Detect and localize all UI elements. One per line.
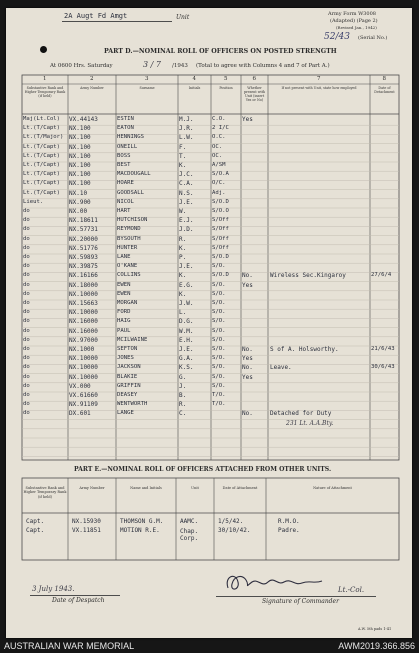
cell-pos: A/SM [212,162,226,168]
cell-init: K.S. [179,364,194,372]
cell-init: E.J. [179,217,194,225]
cell-pos: S/O. [212,327,226,334]
dispatch-underline [30,595,120,596]
cell-num: NX.100 [69,152,91,160]
cell-init: K. [179,162,187,169]
e-cell-name: THOMSON G.M. [120,518,164,525]
e-col-header: Name and Initials [130,486,162,490]
cell-rank: do [23,300,30,306]
cell-pos: O.C. [212,134,226,141]
cell-rank: do [23,254,30,260]
cell-name: HUTCHISON [117,217,148,224]
e-col-header: Nature of Attachment [313,486,352,490]
cell-present: No. [242,272,253,280]
cell-pos: S/Off [212,244,229,251]
e-col-header: Substantive Rank and Higher Temporary Rank (if held) [23,486,67,499]
cell-init: J.E. [179,263,194,271]
cell-num: NX.18611 [69,217,98,225]
cell-rank: Lt.(T/Major) [23,134,64,141]
cell-num: NX.57731 [69,226,98,234]
cell-init: J.C. [179,171,194,179]
cell-pos: S/O. [212,373,226,380]
cell-init: T. [179,152,187,160]
cell-init: K. [179,272,187,280]
cell-present: No. [242,410,253,418]
cell-init: J.E. [179,198,194,206]
cell-init: C.A. [179,180,194,188]
cell-num: NX.10000 [69,290,98,298]
cell-num: NX.10000 [69,364,98,372]
cell-name: O'KANE [117,263,138,270]
cell-init: L. [179,309,187,317]
e-cell-nature: R.M.O. [278,518,300,525]
serial-label: (Serial No.) [358,35,388,41]
cell-name: BLAKIE [117,373,138,380]
col-header: Substantive Rank and Higher Temporary Rank (if held) [24,86,66,98]
cell-num: NX.16000 [69,318,98,326]
cell-rank: do [23,272,30,279]
cell-init: C. [179,410,187,418]
cell-init: J.R. [179,125,194,133]
cell-rank: Lieut. [23,198,44,205]
cell-name: FORD [117,309,131,316]
e-cell-num: VX.11851 [72,527,101,534]
cell-note: Leave. [270,364,292,372]
cell-name: REYMOND [117,226,141,233]
e-cell-unit: AAMC. [180,518,199,525]
roll-year: /1943 [172,63,188,69]
cell-name: HUNTER [117,244,138,251]
col-number: 8 [382,76,386,82]
cell-init: J. [179,382,187,390]
col-header: Position [219,86,233,90]
cell-name: MCILWAINE [117,336,148,343]
col-header: Whether present with Unit (insert Yes or No) [243,86,266,102]
cell-num: NX.100 [69,162,91,169]
cell-present: No. [242,346,253,353]
cell-name: HENNINGS [117,134,144,141]
cell-rank: do [23,226,30,233]
cell-init: J.D. [179,226,194,234]
form-number: Army Form W3008 [328,11,376,17]
cell-pos: S/O. [212,263,226,270]
cell-rank: Maj(Lt.Col) [23,116,61,122]
cell-rank: do [23,290,30,297]
cell-rank: do [23,244,30,251]
cell-pos: S/O.O [212,208,229,214]
cell-init: J.W. [179,300,194,307]
unit-label: Unit [176,14,190,21]
col-number: 7 [317,76,321,82]
cell-init: W.M. [179,327,194,335]
cell-pos: S/O. [212,281,226,288]
dispatch-label: Date of Despatch [52,597,105,604]
cell-rank: do [23,281,30,288]
cell-pos: S/O. [212,355,226,362]
signature-label: Signature of Commander [262,598,339,605]
cell-num: NX.18000 [69,281,98,289]
col-header: Surname [139,86,155,90]
cell-pos: OC. [212,152,223,159]
cell-rank: Lt.(T/Capt) [23,189,61,196]
cell-num: VX.44143 [69,116,98,123]
cell-name: LANE [117,254,131,260]
col-header: Initials [188,86,201,90]
cell-pos: T/O. [212,392,226,398]
cell-num: NX.39875 [69,263,98,271]
cell-init: K. [179,244,187,252]
cell-pos: S/O.A [212,171,229,178]
col-number: 4 [192,76,196,82]
cell-present: Yes [242,355,253,363]
cell-init: E.H. [179,336,194,344]
cell-init: W. [179,208,187,215]
cell-num: NX.900 [69,198,91,206]
cell-name: EATON [117,125,134,132]
cell-rank: Lt.(T/Capt) [23,143,61,150]
cell-rank: do [23,346,30,352]
archive-id: AWM2019.366.856 [338,641,415,651]
cell-name: PAUL [117,327,131,334]
cell-init: L.W. [179,134,194,142]
e-cell-rank: Capt. [26,518,45,525]
part-d-title: PART D.—NOMINAL ROLL OF OFFICERS ON POSTED STRENGTH [104,48,337,55]
cell-rank: do [23,364,30,371]
cell-num: VX.61660 [69,392,98,399]
at-line-suffix: (Total to agree with Columns 4 and 7 of Part A.) [196,63,330,69]
col-number: 3 [145,76,149,82]
cell-pos: S/O.D [212,272,229,279]
cell-present: Yes [242,116,253,123]
cell-pos: S/O. [212,364,226,371]
cell-init: B. [179,392,187,399]
e-cell-name: MOTION R.E. [120,527,160,534]
cell-pos: S/O. [212,318,226,325]
cell-num: NX.10000 [69,355,98,363]
cell-num: NX.16000 [69,327,98,335]
cell-name: HAIG [117,318,131,325]
cell-name: JACKSON [117,364,141,371]
cell-date: 27/6/4 [371,272,392,279]
cell-present: No. [242,364,253,372]
cell-num: NX.10000 [69,309,98,317]
cell-name: GOODSALL [117,189,144,196]
cell-name: COLLINS [117,272,141,279]
cell-pos: S/Off [212,217,229,224]
cell-present: Yes [242,281,253,289]
part-e-grid [6,8,412,638]
cell-num: NX.91109 [69,401,98,409]
cell-num: NX.1000 [69,346,95,353]
cell-num: NX.100 [69,134,91,142]
cell-init: M.J. [179,116,194,123]
e-cell-date: 30/10/42. [218,527,251,534]
form-revised: (Revised Jan., 1942) [336,25,377,30]
cell-date: 30/6/43 [371,364,395,371]
cell-pos: C.O. [212,116,226,122]
at-line-prefix: At 0600 Hrs. Saturday [50,63,113,69]
cell-rank: do [23,309,30,316]
cell-init: P. [179,254,187,261]
cell-pos: O/C. [212,180,226,187]
cell-num: NX.00 [69,208,88,215]
cell-name: SEFTON [117,346,138,352]
cell-init: N.S. [179,189,194,197]
note-extra: 231 Lt. A.A.Bty. [286,419,334,427]
e-cell-num: NX.15930 [72,518,101,525]
cell-name: NICOL [117,198,134,205]
cell-name: HOARE [117,180,134,187]
e-col-header: Date of Attachment [222,486,258,490]
cell-num: NX.100 [69,180,91,188]
cell-name: MACDOUGALL [117,171,151,178]
col-number: 6 [252,76,256,82]
cell-name: EWEN [117,281,131,288]
cell-pos: 2 I/C [212,125,229,132]
cell-rank: do [23,217,30,224]
cell-name: BOSS [117,152,131,159]
col-number: 2 [90,76,94,82]
archive-credit: AUSTRALIAN WAR MEMORIAL [4,641,135,651]
cell-pos: S/O. [212,336,226,343]
cell-pos: S/O. [212,309,226,316]
cell-init: G. [179,373,187,381]
cell-pos: S/Off [212,235,229,242]
cell-init: J.E. [179,346,194,353]
cell-num: NX.51776 [69,244,98,252]
e-cell-rank: Capt. [26,527,45,534]
cell-num: NX.59893 [69,254,98,261]
part-e-title: PART E.—NOMINAL ROLL OF OFFICERS ATTACHED FROM OTHER UNITS. [74,466,332,473]
cell-rank: do [23,382,30,389]
cell-name: ESTIN [117,116,134,122]
cell-rank: Lt.(T/Capt) [23,162,61,168]
cell-pos: T/O. [212,401,226,408]
cell-rank: do [23,410,30,417]
cell-num: NX.10 [69,189,88,197]
cell-pos: Adj. [212,189,226,196]
cell-rank: Lt.(T/Capt) [23,125,61,132]
cell-rank: do [23,373,30,380]
cell-rank: do [23,355,30,362]
cell-num: NX.100 [69,143,91,151]
cell-note: S of A. Holsworthy. [270,346,339,353]
form-adapted: (Adapted) (Page 2) [330,18,378,24]
cell-pos: S/O.D [212,198,229,205]
cell-num: VX.000 [69,382,91,390]
cell-rank: Lt.(T/Capt) [23,152,61,159]
cell-pos: S/O. [212,346,226,352]
cell-name: HART [117,208,131,214]
cell-rank: do [23,235,30,242]
cell-name: DEASEY [117,392,138,398]
cell-rank: do [23,318,30,325]
cell-name: BEST [117,162,131,168]
cell-name: BYSOUTH [117,235,141,242]
cell-init: R. [179,235,187,243]
cell-name: JONES [117,355,134,362]
cell-pos: S/O. [212,290,226,297]
cell-rank: do [23,401,30,408]
cell-init: E.G. [179,281,194,289]
cell-num: NX.16166 [69,272,98,280]
cell-name: GRIFFIN [117,382,141,389]
cell-num: DX.601 [69,410,91,418]
e-cell-date: 1/5/42. [218,518,244,525]
cell-rank: Lt.(T/Capt) [23,180,61,187]
cell-pos: S/O. [212,382,226,389]
cell-rank: do [23,208,30,214]
cell-note: Detached for Duty [270,410,332,418]
cell-num: NX.100 [69,125,91,133]
cell-rank: do [23,336,30,343]
cell-pos: S/Off [212,226,229,233]
cell-init: D.G. [179,318,194,326]
printer-mark: A.W. 5th pads 1-41 [358,627,392,631]
e-col-header: Unit [191,486,199,490]
signature-rank: Lt.-Col. [338,586,365,594]
cell-rank: do [23,392,30,398]
cell-rank: Lt.(T/Capt) [23,171,61,178]
cell-init: K. [179,290,187,298]
col-header: If not present with Unit, state how employed [281,86,357,90]
cell-note: Wireless Sec.Kingaroy [270,272,346,280]
cell-name: MORGAN [117,300,138,306]
cell-init: G.A. [179,355,194,363]
cell-rank: do [23,327,30,334]
cell-num: NX.97000 [69,336,98,344]
signature-underline [216,596,376,597]
cell-num: NX.20000 [69,235,98,243]
unit-value: 2A Augt Fd Amgt [64,12,128,20]
cell-present: Yes [242,373,253,381]
cell-pos: S/O. [212,300,226,306]
cell-pos: S/O.D [212,254,229,260]
dispatch-date: 3 July 1943. [32,585,75,593]
serial-value: 52/43 [324,32,350,42]
cell-init: F. [179,143,187,151]
cell-name: WENTWORTH [117,401,148,408]
col-header: Date of Detachment [374,86,395,94]
cell-date: 21/6/43 [371,346,395,352]
e-cell-nature: Padre. [278,527,300,534]
e-cell-unit: Chap. Corp. [180,528,199,542]
cell-num: NX.10000 [69,373,98,381]
col-number: 5 [224,76,228,82]
form-sheet [6,8,412,638]
cell-num: NX.15663 [69,300,98,307]
cell-name: EWEN [117,290,131,297]
col-header: Army Number [80,86,104,90]
cell-name: LANGE [117,410,134,417]
cell-name: ONEILL [117,143,138,150]
cell-rank: do [23,263,30,270]
e-col-header: Army Number [79,486,105,490]
cell-num: NX.100 [69,171,91,179]
col-number: 1 [43,76,47,82]
cell-pos: OC. [212,143,223,150]
roll-date: 3 / 7 [143,60,161,69]
cell-init: R. [179,401,187,409]
